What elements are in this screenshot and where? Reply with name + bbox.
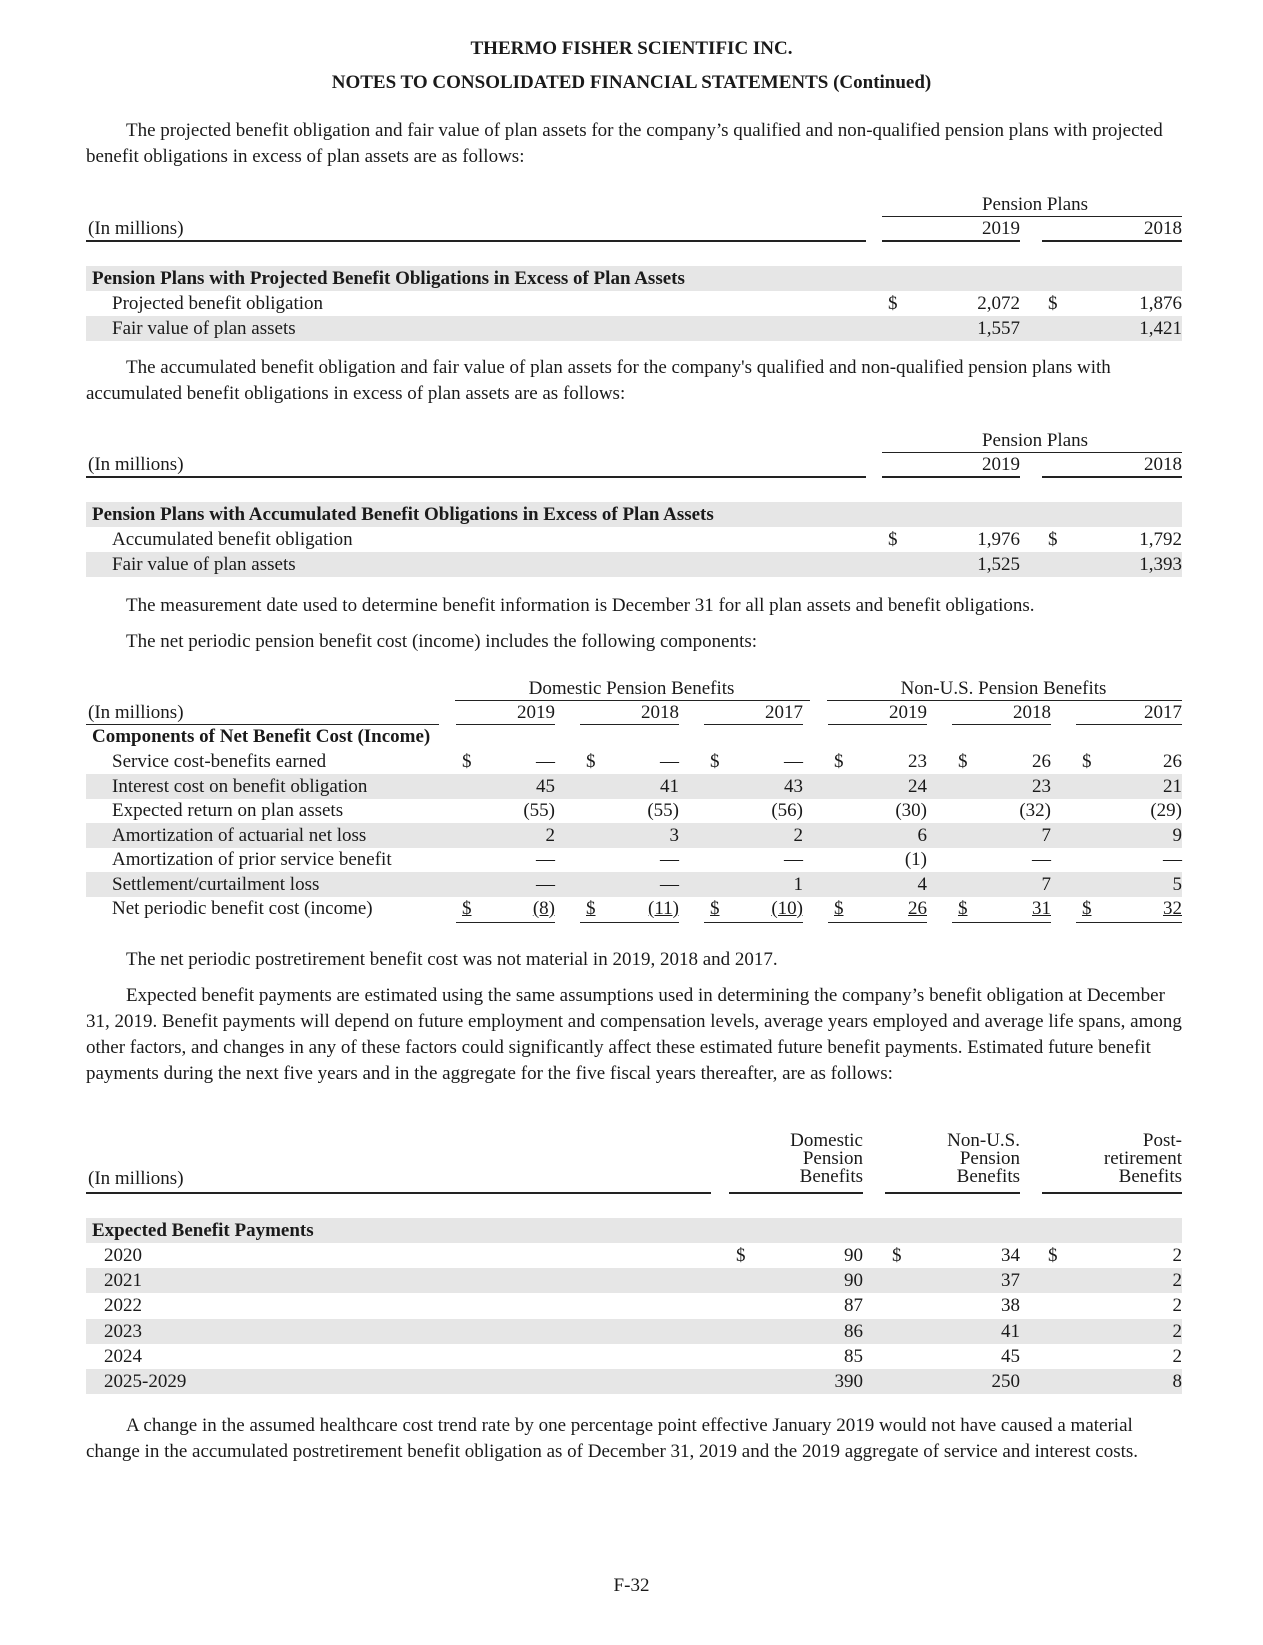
- table1-value: 2,072: [977, 293, 1020, 314]
- table3-value: 23: [908, 751, 927, 772]
- table3-value: (55): [647, 800, 679, 821]
- table2-unit-label: (In millions): [88, 454, 184, 475]
- currency-symbol: $: [1048, 293, 1058, 314]
- table4-value: 390: [834, 1371, 863, 1392]
- table1-unit-label: (In millions): [88, 218, 184, 239]
- currency-symbol: $: [958, 898, 968, 919]
- table3-value: —: [536, 874, 555, 895]
- divider: [86, 476, 866, 478]
- table2-year-2019: 2019: [982, 454, 1020, 475]
- table3-group-nonus: Non-U.S. Pension Benefits: [900, 678, 1107, 699]
- divider: [828, 724, 927, 725]
- table3-value: 43: [784, 776, 803, 797]
- table3-value: —: [784, 751, 803, 772]
- table4-value: 2: [1172, 1295, 1182, 1316]
- table4-column-header: Domestic: [790, 1130, 863, 1151]
- table1-value: 1,557: [977, 318, 1020, 339]
- divider: [827, 700, 1182, 701]
- table4-value: 87: [844, 1295, 863, 1316]
- table3-value: (29): [1150, 800, 1182, 821]
- table3-year-header: 2018: [1013, 702, 1051, 723]
- table3-value: 9: [1172, 825, 1182, 846]
- paragraph-expected-payments-intro: Expected benefit payments are estimated using the same assumptions used in determining the company’s benefit obligation at December 31, 2019. Benefit payments will depend on future employment and compensation levels, average years employed and average life spans, among other factors, and changes in any of these factors could significantly affect these estimated future benefit payments. Estimated future benefit payments during the next five years and in the aggregate for the five fiscal years thereafter, are as follows:: [86, 985, 1182, 1084]
- currency-symbol: $: [710, 898, 720, 919]
- table3-row-label: Net periodic benefit cost (income): [112, 898, 373, 919]
- divider: [729, 1192, 863, 1194]
- table4-value: 34: [1001, 1245, 1020, 1266]
- divider: [882, 216, 1182, 217]
- table3-value: 1: [793, 874, 803, 895]
- table2-value: 1,976: [977, 529, 1020, 550]
- paragraph-postretirement-note: The net periodic postretirement benefit cost was not material in 2019, 2018 and 2017.: [126, 949, 778, 970]
- table4-row-label: 2020: [104, 1245, 142, 1266]
- table3-value: (55): [523, 800, 555, 821]
- table4-value: 90: [844, 1245, 863, 1266]
- table3-row-label: Service cost-benefits earned: [112, 751, 327, 772]
- currency-symbol: $: [888, 529, 898, 550]
- currency-symbol: $: [586, 751, 596, 772]
- table3-value: (11): [648, 898, 679, 919]
- table1-value: 1,876: [1139, 293, 1182, 314]
- currency-symbol: $: [462, 751, 472, 772]
- table4-row-label: 2025-2029: [104, 1371, 187, 1392]
- table1-section-title: Pension Plans with Projected Benefit Obligations in Excess of Plan Assets: [92, 268, 685, 289]
- currency-symbol: $: [892, 1245, 902, 1266]
- table4-value: 86: [844, 1321, 863, 1342]
- divider: [952, 922, 1051, 923]
- table3-value: (32): [1019, 800, 1051, 821]
- table2-value: 1,393: [1139, 554, 1182, 575]
- table3-value: 31: [1032, 898, 1051, 919]
- table4-column-header: Pension: [802, 1148, 863, 1169]
- paragraph-measurement-date: The measurement date used to determine benefit information is December 31 for all plan assets and benefit obligations.: [126, 595, 1035, 616]
- table2-group-header: Pension Plans: [981, 430, 1089, 451]
- table2-row-label: Fair value of plan assets: [112, 554, 296, 575]
- table3-value: 23: [1032, 776, 1051, 797]
- table2-row-label: Accumulated benefit obligation: [112, 529, 353, 550]
- table3-value: 26: [1163, 751, 1182, 772]
- table2-value: 1,525: [977, 554, 1020, 575]
- divider: [952, 724, 1051, 725]
- table4-value: 38: [1001, 1295, 1020, 1316]
- table3-year-header: 2018: [641, 702, 679, 723]
- company-name: THERMO FISHER SCIENTIFIC INC.: [470, 38, 793, 59]
- divider: [86, 724, 439, 725]
- table4-column-header: Benefits: [799, 1166, 863, 1187]
- divider: [1076, 922, 1182, 923]
- table3-value: —: [660, 751, 679, 772]
- table4-row-label: 2024: [104, 1346, 142, 1367]
- divider: [1042, 476, 1182, 478]
- paragraph-net-periodic-intro: The net periodic pension benefit cost (income) includes the following components:: [126, 631, 758, 652]
- table1-group-header: Pension Plans: [981, 194, 1089, 215]
- table3-value: —: [660, 849, 679, 870]
- table3-year-header: 2017: [765, 702, 803, 723]
- currency-symbol: $: [1082, 898, 1092, 919]
- table4-column-header: Benefits: [1118, 1166, 1182, 1187]
- currency-symbol: $: [1048, 1245, 1058, 1266]
- table3-row-label: Amortization of prior service benefit: [112, 849, 392, 870]
- table3-value: —: [1163, 849, 1182, 870]
- currency-symbol: $: [710, 751, 720, 772]
- paragraph-accumulated-intro: The accumulated benefit obligation and fair value of plan assets for the company's qualified and non-qualified pension plans with accumulated benefit obligations in excess of plan assets are as follows:: [86, 357, 1111, 404]
- divider: [86, 240, 866, 242]
- table3-value: 5: [1172, 874, 1182, 895]
- table3-year-header: 2017: [1144, 702, 1182, 723]
- divider: [456, 922, 555, 923]
- table4-value: 2: [1172, 1321, 1182, 1342]
- table3-value: 26: [908, 898, 927, 919]
- table4-value: 90: [844, 1270, 863, 1291]
- table4-value: 45: [1001, 1346, 1020, 1367]
- currency-symbol: $: [1048, 529, 1058, 550]
- table3-value: 6: [917, 825, 927, 846]
- currency-symbol: $: [834, 751, 844, 772]
- table3-section-title: Components of Net Benefit Cost (Income): [92, 726, 431, 747]
- table3-group-domestic: Domestic Pension Benefits: [528, 678, 735, 699]
- table1-row-label: Projected benefit obligation: [112, 293, 324, 314]
- table4-value: 85: [844, 1346, 863, 1367]
- table3-value: 7: [1041, 825, 1051, 846]
- divider: [456, 724, 555, 725]
- table3-value: (8): [532, 898, 555, 919]
- table4-value: 2: [1172, 1245, 1182, 1266]
- divider: [704, 922, 803, 923]
- table4-column-header: Post-: [1142, 1130, 1182, 1151]
- table3-value: —: [784, 849, 803, 870]
- table3-value: 3: [669, 825, 679, 846]
- table4-row-label: 2023: [104, 1321, 142, 1342]
- divider: [1042, 240, 1182, 242]
- table3-row-label: Settlement/curtailment loss: [112, 874, 320, 895]
- page-subtitle: NOTES TO CONSOLIDATED FINANCIAL STATEMENTS (Continued): [331, 72, 932, 93]
- divider: [455, 700, 810, 701]
- table3-value: 21: [1163, 776, 1182, 797]
- divider: [882, 452, 1182, 453]
- table3-value: 2: [545, 825, 555, 846]
- page-number: F-32: [613, 1575, 650, 1596]
- table4-value: 41: [1001, 1321, 1020, 1342]
- table3-row-label: Interest cost on benefit obligation: [112, 776, 368, 797]
- divider: [828, 922, 927, 923]
- table3-value: 4: [917, 874, 927, 895]
- table2-section-title: Pension Plans with Accumulated Benefit Obligations in Excess of Plan Assets: [92, 504, 714, 525]
- divider: [882, 476, 1020, 478]
- currency-symbol: $: [736, 1245, 746, 1266]
- table3-row-label: Expected return on plan assets: [112, 800, 344, 821]
- table3-value: 2: [793, 825, 803, 846]
- table4-value: 8: [1172, 1371, 1182, 1392]
- table3-value: —: [1032, 849, 1051, 870]
- divider: [704, 724, 803, 725]
- paragraph-projected-intro: The projected benefit obligation and fair value of plan assets for the company’s qualified and non-qualified pension plans with projected benefit obligations in excess of plan assets are as follows:: [86, 120, 1163, 167]
- divider: [1076, 724, 1182, 725]
- table3-value: (1): [904, 849, 927, 870]
- currency-symbol: $: [586, 898, 596, 919]
- divider: [86, 1192, 711, 1194]
- table3-value: 45: [536, 776, 555, 797]
- table3-value: (56): [771, 800, 803, 821]
- table3-value: 24: [908, 776, 927, 797]
- table4-unit-label: (In millions): [88, 1168, 184, 1189]
- table4-column-header: Pension: [959, 1148, 1020, 1169]
- currency-symbol: $: [462, 898, 472, 919]
- table4-column-header: retirement: [1103, 1148, 1182, 1169]
- table3-value: 32: [1163, 898, 1182, 919]
- table4-value: 2: [1172, 1346, 1182, 1367]
- table3-value: 26: [1032, 751, 1051, 772]
- divider: [580, 724, 679, 725]
- table3-value: —: [536, 751, 555, 772]
- table4-column-header: Non-U.S.: [947, 1130, 1020, 1151]
- table3-unit-label: (In millions): [88, 702, 184, 723]
- table3-value: —: [536, 849, 555, 870]
- table1-year-2018: 2018: [1144, 218, 1182, 239]
- divider: [580, 922, 679, 923]
- table4-value: 2: [1172, 1270, 1182, 1291]
- currency-symbol: $: [888, 293, 898, 314]
- divider: [885, 1192, 1020, 1194]
- table3-value: —: [660, 874, 679, 895]
- table3-row-label: Amortization of actuarial net loss: [112, 825, 367, 846]
- table1-row-label: Fair value of plan assets: [112, 318, 296, 339]
- table2-year-2018: 2018: [1144, 454, 1182, 475]
- table3-value: 7: [1041, 874, 1051, 895]
- table4-value: 250: [991, 1371, 1020, 1392]
- table4-value: 37: [1001, 1270, 1020, 1291]
- table3-year-header: 2019: [517, 702, 555, 723]
- currency-symbol: $: [958, 751, 968, 772]
- divider: [882, 240, 1020, 242]
- currency-symbol: $: [834, 898, 844, 919]
- table1-year-2019: 2019: [982, 218, 1020, 239]
- paragraph-healthcare-trend: A change in the assumed healthcare cost trend rate by one percentage point effective January 2019 would not have caused a material change in the accumulated postretirement benefit obligation as of December 31, 2019 and the 2019 aggregate of service and interest costs.: [86, 1415, 1139, 1462]
- divider: [1042, 1192, 1182, 1194]
- table4-row-label: 2022: [104, 1295, 142, 1316]
- table4-section-title: Expected Benefit Payments: [92, 1220, 314, 1241]
- table3-year-header: 2019: [889, 702, 927, 723]
- table4-row-label: 2021: [104, 1270, 142, 1291]
- table3-value: (30): [895, 800, 927, 821]
- table3-value: 41: [660, 776, 679, 797]
- table2-value: 1,792: [1139, 529, 1182, 550]
- table1-value: 1,421: [1139, 318, 1182, 339]
- currency-symbol: $: [1082, 751, 1092, 772]
- table3-value: (10): [771, 898, 803, 919]
- table4-column-header: Benefits: [956, 1166, 1020, 1187]
